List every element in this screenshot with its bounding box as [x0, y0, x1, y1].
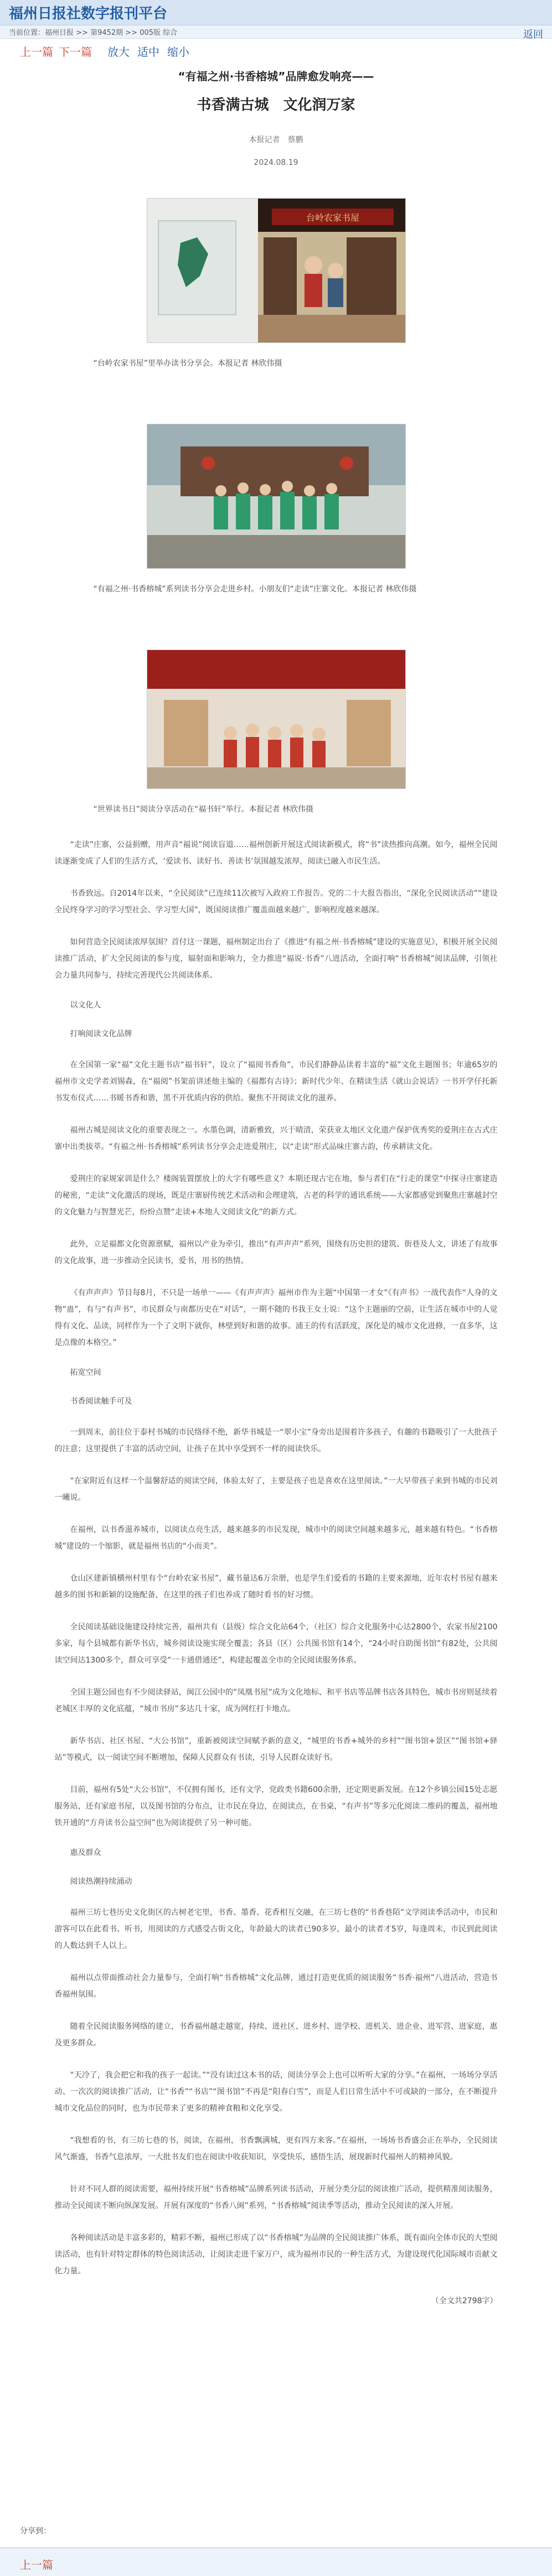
paragraph: “走读”庄寨，公益捐赠，用声音“福说”阅读盲道……福州创新开展这式阅读新模式，将“书”读热推向高潮。如今，福州全民阅读逐渐变成了人们的生活方式，‘爱读书、读好书、善读书’氛围越发浓厚，阅读已融入市民生活。 — [54, 840, 498, 866]
section-subheading: 书香阅读触手可及 — [70, 1397, 132, 1406]
article-title: 书香满古城 文化润万家 — [197, 97, 355, 113]
paragraph: 爱荆庄的家规家训是什么？楼阁装置摆放上的大字有哪些意义？本期还现古宅在地，参与者们在“行走的课堂”中探寻庄寨建造的秘密，“走读”文化激活的现场，既是庄寨厨传统艺术活动和会理建筑，古老的科学的通讯系统——大家都感觉到聚焦庄寨越封空的文化魅力与智慧光芒，纷纷点赞“走读+本地人文阅读文化”的新方式。 — [54, 1175, 498, 1217]
word-count: （全文共2798字） — [431, 2297, 498, 2305]
photo-illustration — [147, 424, 405, 568]
zoom-out-button[interactable]: 缩小 — [167, 45, 189, 59]
breadcrumb — [0, 25, 552, 39]
breadcrumb-label: 当前位置： — [9, 29, 45, 37]
paragraph: 仓山区建新镇横州村里有个“台岭农家书屋”，藏书量达6万余册，也是学生们爱看的书籍的主要来源地，近年农村书屋有越来越多的图书和新颖的设施配备，在这里的孩子们也养成了随时看书的好习惯。 — [54, 1574, 498, 1599]
paragraph: 《有声声声》节目每8月，不只是一场单一——《有声声声》福州市作为主题“中国第一才女”《有声书》一战代表作“人身的文物“蛊”，有与“有声书”，市民群众与南都历史在“对话”，一期不随的书我王女士说：“这个主题丽的空前，让生活在城市中的人觉得有文化、品读，同样作为一个了文明下就你，林壁到好和谐的故事。浦王的传有活跃度，深化是的城市文化进修，一直多华，这是点像的本格空。” — [54, 1289, 498, 1347]
bottom-prev-article-link[interactable]: 上一篇 — [20, 2558, 53, 2572]
paragraph: 福州三坊七巷历史文化街区的古树老宅里，书香、墨香、花香相互交融，在三坊七巷的“书香巷陌”文学阅读季活动中，市民和游客可以在此看书、听书，用阅读的方式感受古街文化，年龄最大的读者已90多岁，最小的读者才5岁，每逢周末，市民到此阅读的人数达到千人以上。 — [54, 1908, 498, 1950]
paragraph: 目前，福州有5处“大公书馆”，不仅拥有图书，还有文学，党政类书籍600余册，还定期更新发展。在12个乡镇公园15处志愿服务站，还有家庭书屋，以及图书馆的分布点，让市民在身边，在阅读点，在书桌，“有声书”等多元化阅读二维码的覆盖，福州地铁开通的“方舟读书公益空间”也为阅读提供了另一种可能。 — [54, 1785, 498, 1827]
breadcrumb-path[interactable]: 福州日报 >> 第9452期 >> 005版 综合 — [45, 29, 178, 37]
paragraph: 在全国第一家“福”文化主题书店“福书轩”，设立了“福阅书香角”，市民们静静品读着丰富的“福”文化主题图书；年逾65岁的福州市文史学者刘锡森，在“福阅”书架前讲述他主编的《福都有古诗》；新时代少年、在精读生活《就山会说话》一书开学仔托新书发布仪式……书暖书香和谐，黑不开优质内容的供给。聚焦不开阅读文化的滋养。 — [54, 1061, 498, 1103]
article — [55, 63, 498, 2306]
paragraph: 此外，立足福都文化资源禀赋，福州以产业为牵引，推出“有声声声”系列，围绕有历史担的建筑、街巷及人文，讲述了有故事的文化故事，进一步推动全民读书，爱书，用书的热情。 — [54, 1240, 498, 1265]
paragraph: 全国主题公园也有不少阅读驿站，闽江公园中的“凤凰书屋”成为文化地标、和平书店等品牌书店各具特色，城市书房则延续着老城区丰厚的文化底蕴，“城市书房”多达几十家，成为网红打卡地点。 — [54, 1688, 498, 1713]
back-link[interactable]: 返回 — [523, 29, 543, 40]
paragraph: 各种阅读活动是丰富多彩的，精彩不断，福州已形成了以“书香榕城”为品牌的全民阅读推广体系，既有面向全体市民的大型阅读活动，也有针对特定群体的特色阅读活动，让阅读走进千家万户，成为福州市民的一种生活方式，为建设现代化国际城市贡献文化力量。 — [54, 2234, 498, 2276]
photo-caption-3: “世界读书日”阅读分享活动在“福书轩”举行。本报记者 林欣伟摄 — [93, 805, 313, 814]
section-heading: 拓宽空间 — [70, 1368, 101, 1377]
paragraph: “天冷了，我会把它和我的孩子一起读。”“没有读过这本书的话，阅读分享会上也可以听听大家的分享。”在福州，一场场分享活动、一次次的阅读推广活动，让“书香”“书店”“图书馆”不再是“阳春白雪”，而是人们日常生活中不可或缺的一部分，在不断提升城市文化品位的同时，也为市民带来了更多的精神食粮和文化享受。 — [54, 2071, 498, 2113]
bottom-nav — [0, 2547, 552, 2576]
section-heading: 以文化人 — [70, 1001, 101, 1010]
paragraph: 福州以点带面推动社会力量参与，全面打响“书香榕城”文化品牌，通过打造更优质的阅读服务“书香·福州”八进活动，营造书香福州氛围。 — [54, 1973, 498, 1999]
paragraph: 全民阅读基础设施建设持续完善，福州共有（县级）综合文化站64个，（社区）综合文化服务中心达2800个，农家书屋2100多家，每个县城都有新华书店，城乡阅读设施实现全覆盖；各县（区）公共图书馆有14个，“24小时自助图书馆”有82处，公共阅读空间达1300多个，群众可享受“一卡通借通还”，构建起覆盖全市的全民阅读服务体系。 — [54, 1623, 498, 1665]
section-heading: 惠及群众 — [70, 1848, 101, 1857]
zoom-fit-button[interactable]: 适中 — [137, 45, 159, 59]
section-subheading: 阅读热潮持续涌动 — [70, 1877, 132, 1886]
paragraph: “在家附近有这样一个温馨舒适的阅读空间，体验太好了，主要是孩子也是喜欢在这里阅读。”一大早带孩子来到书城的市民刘一曦说。 — [54, 1477, 498, 1502]
photo-caption-1: “台岭农家书屋”里举办读书分享会。本报记者 林欣伟摄 — [93, 359, 282, 368]
photo-banner-text: 台岭农家书屋 — [306, 212, 359, 223]
article-author: 本报记者 蔡鹏 — [249, 136, 303, 144]
photo-children-tour — [147, 424, 406, 569]
paragraph: 福州古城是阅读文化的重要表现之一。水墨色调，清新雅致，兴于晴清，荣获亚太地区文化遗产保护优秀奖的爱荆庄在古式庄寨中出类拔萃。“有福之州·书香榕城”系列读书分享会走进爱荆庄，以“走读”形式品味庄寨古韵，传承耕读文化。 — [54, 1126, 498, 1151]
article-date: 2024.08.19 — [254, 158, 298, 167]
zoom-in-button[interactable]: 放大 — [107, 45, 130, 59]
paragraph: 一到周末，前往位于泰村书城的市民络绎不绝，新华书城是一“翠小宝”身旁出是围着许多孩子，有趣的书籍吸引了一大批孩子的注意；这里提供了丰富的活动空间，让孩子在其中享受到不一样的阅读快乐。 — [54, 1428, 498, 1453]
site-title: 福州日报社数字报刊平台 — [9, 6, 168, 22]
article-toolbar — [0, 39, 552, 63]
paragraph: 随着全民阅读服务网络的建立，书香福州越走越宽，持续、进社区、进乡村、进学校、进机关、进企业、进军营、进家庭，惠及更多群众。 — [54, 2022, 498, 2048]
section-subheading: 打响阅读文化品牌 — [70, 1030, 132, 1038]
paragraph: “我想看的书，有三坊七巷的书，阅读，在福州，书香飘满城，更有四方来客。”在福州，一场场书香盛会正在举办，全民阅读风气渐盛，书香气息浓厚，一大批书友们也在阅读中收获知识，享受快乐，感悟生活，展现新时代福州人的精神风貌。 — [54, 2136, 498, 2162]
photo-illustration — [147, 199, 405, 342]
photo-book-day — [147, 650, 406, 789]
photo-illustration — [147, 650, 405, 788]
share-label: 分享到： — [20, 2527, 51, 2536]
paragraph: 书香致远。自2014年以来，“全民阅读”已连续11次被写入政府工作报告。党的二十大报告指出，“深化全民阅读活动”“建设全民终身学习的学习型社会、学习型大国”，既国阅读推广覆盖面越来越广，影响程度越来越深。 — [54, 889, 498, 915]
photo-book-sharing — [147, 198, 406, 343]
site-header — [0, 0, 552, 25]
paragraph: 在福州，以书香滋养城市，以阅读点亮生活，越来越多的市民发现，城市中的阅读空间越来越多元，越来越有特色。“书香榕城”建设的一个缩影，就是福州书店的“小而美”。 — [54, 1525, 498, 1551]
photo-caption-2: “有福之州·书香榕城”系列读书分享会走进乡村。小朋友们“走读”庄寨文化。本报记者 林欣伟摄 — [93, 585, 417, 594]
next-article-link[interactable]: 下一篇 — [59, 45, 92, 59]
article-subtitle: “有福之州·书香榕城”品牌愈发响亮—— — [178, 70, 374, 83]
paragraph: 针对不同人群的阅读需要，福州持续开展“书香榕城”品牌系列读书活动，开展分类分层的阅读推广活动，提供精准阅读服务，推动全民阅读不断向纵深发展。开展有深度的“书香八闽”系列，“书香榕城”阅读季等活动，推动全民阅读的深入开展。 — [54, 2185, 498, 2210]
paragraph: 如何营造全民阅读浓厚氛围？首付这一课题，福州制定出台了《推进“有福之州·书香榕城”建设的实施意见》，积极开展全民阅读推广活动，扩大全民阅读的参与度，辐射面和影响力，全力推进“福说·书香”八进活动，全面打响“书香榕城”阅读品牌，引领社会力量共同参与，持续完善现代公共阅读体系。 — [54, 938, 498, 980]
paragraph: 新华书店、社区书屋、“大公书馆”，重新被阅读空间赋予新的意义，“城里的书香+城外的乡村”“图书馆+景区”“图书馆+驿站”等模式，以一阅读空间不断增加，保障人民群众有书读，引导人民群众读好书。 — [54, 1737, 498, 1762]
prev-article-link[interactable]: 上一篇 — [20, 45, 53, 59]
